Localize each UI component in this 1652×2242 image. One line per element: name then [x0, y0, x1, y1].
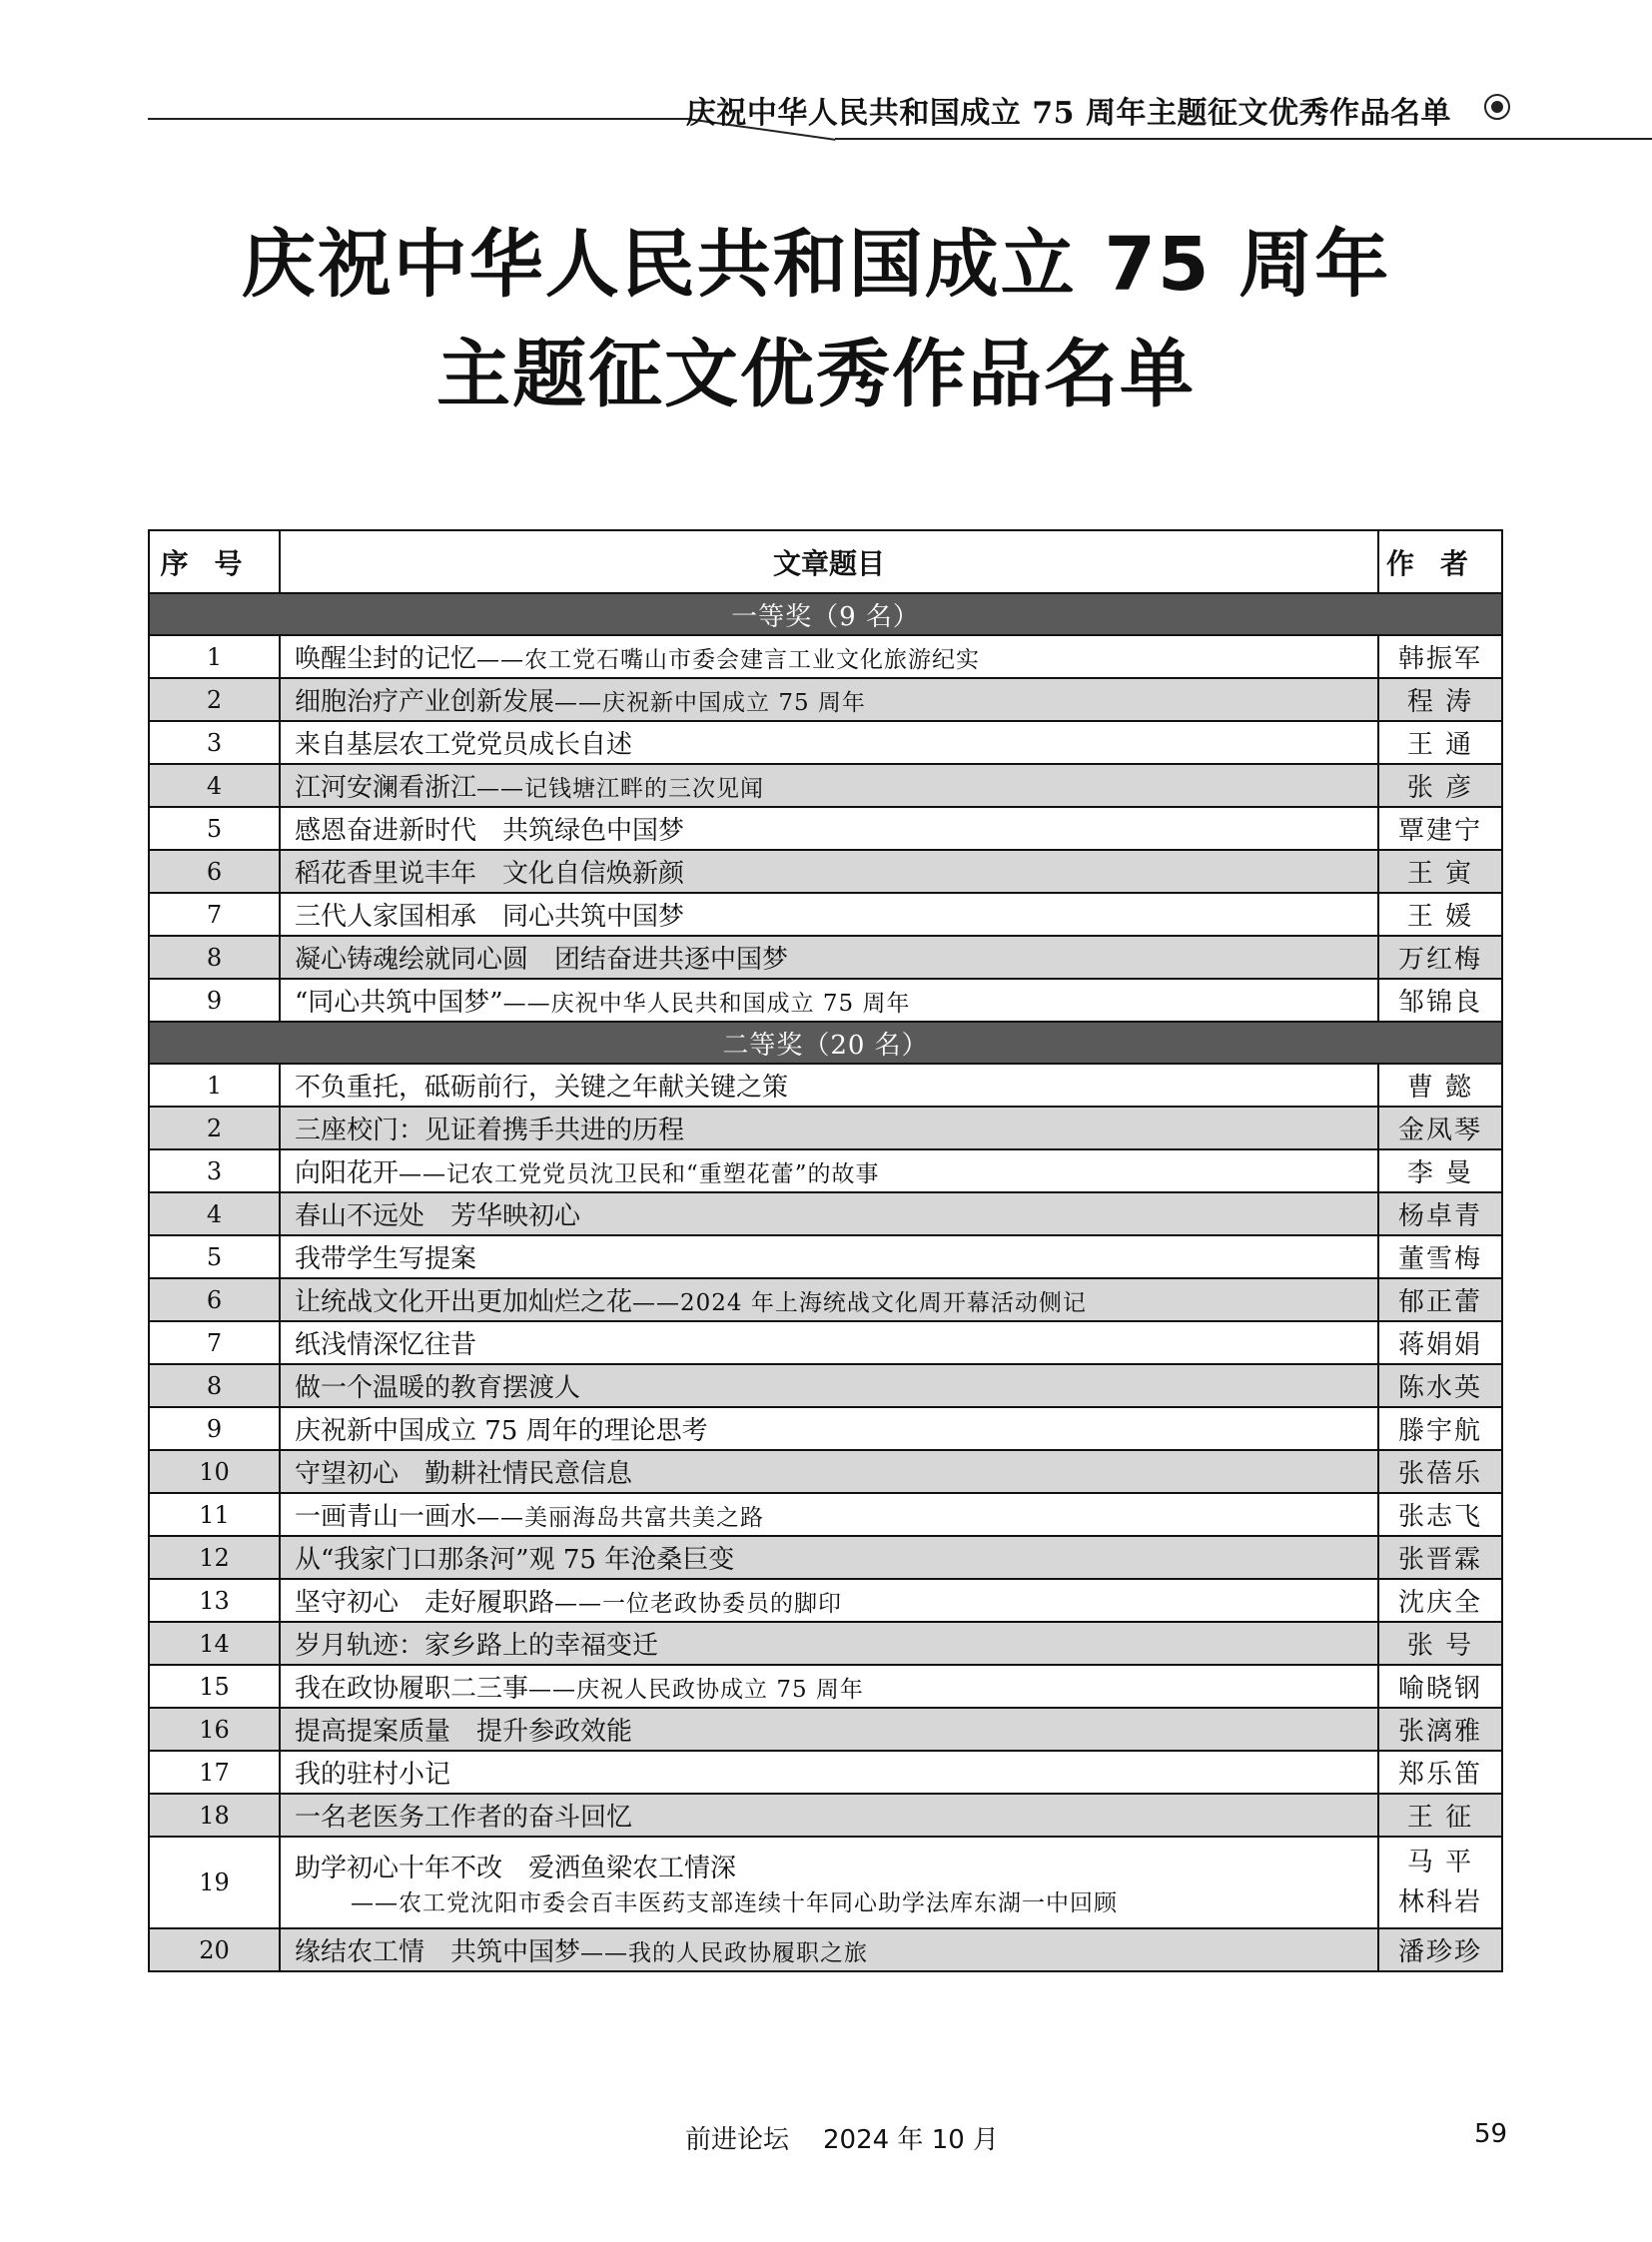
article-title — [280, 807, 1378, 850]
article-main-title: 一画青山一画水 — [295, 1502, 477, 1532]
table-row — [149, 1794, 1502, 1837]
author-cell — [1378, 1064, 1502, 1107]
article-main-title: 守望初心 勤耕社情民意信息 — [295, 1459, 633, 1489]
row-number: 8 — [149, 1364, 280, 1407]
article-main-title: 春山不远处 芳华映初心 — [295, 1201, 581, 1231]
row-number: 6 — [149, 850, 280, 893]
table-row — [149, 1536, 1502, 1579]
article-subtitle: ——一位老政协委员的脚印 — [554, 1591, 843, 1617]
article-main-title: 让统战文化开出更加灿烂之花 — [295, 1287, 633, 1317]
article-main-title: 从“我家门口那条河”观 75 年沧桑巨变 — [295, 1545, 735, 1575]
row-number: 4 — [149, 1192, 280, 1235]
author-name: 张晋霖 — [1397, 1545, 1482, 1575]
table-row — [149, 1622, 1502, 1665]
author-name: 蒋娟娟 — [1397, 1330, 1482, 1360]
article-title — [280, 635, 1378, 678]
author-cell — [1378, 1107, 1502, 1149]
author-cell — [1378, 936, 1502, 979]
row-number: 1 — [149, 1064, 280, 1107]
row-number: 1 — [149, 635, 280, 678]
table-row — [149, 936, 1502, 979]
article-title — [280, 1579, 1378, 1622]
table-row — [149, 1321, 1502, 1364]
author-cell — [1378, 1278, 1502, 1321]
author-cell — [1378, 1235, 1502, 1278]
author-name: 潘珍珍 — [1397, 1937, 1482, 1967]
row-number: 17 — [149, 1751, 280, 1794]
article-main-title: 来自基层农工党党员成长自述 — [295, 730, 633, 760]
footer-date: 2024 年 10 月 — [823, 2125, 1000, 2155]
table-row — [149, 1278, 1502, 1321]
article-main-title: 助学初心十年不改 爱洒鱼梁农工情深 — [295, 1854, 737, 1883]
header-num: 序号 — [149, 530, 280, 593]
author-cell — [1378, 1794, 1502, 1837]
table-row — [149, 807, 1502, 850]
footer-journal: 前进论坛 — [685, 2125, 790, 2155]
row-number: 6 — [149, 1278, 280, 1321]
author-cell — [1378, 1536, 1502, 1579]
article-subtitle: ——2024 年上海统战文化周开幕活动侧记 — [632, 1290, 1087, 1316]
article-main-title: 三座校门：见证着携手共进的历程 — [295, 1116, 685, 1145]
author-name: 王 媛 — [1406, 902, 1474, 932]
author-name: 王 征 — [1406, 1803, 1474, 1833]
article-title — [280, 1928, 1378, 1971]
author-cell — [1378, 893, 1502, 936]
article-title — [280, 936, 1378, 979]
article-main-title: 凝心铸魂绘就同心圆 团结奋进共逐中国梦 — [295, 945, 789, 975]
article-title — [280, 1192, 1378, 1235]
author-name: 李 曼 — [1406, 1158, 1474, 1188]
author-name: 王 通 — [1406, 730, 1474, 760]
awards-table-body — [149, 593, 1502, 1971]
row-number: 20 — [149, 1928, 280, 1971]
article-subtitle: ——农工党石嘴山市委会建言工业文化旅游纪实 — [476, 647, 981, 673]
page-number: 59 — [1474, 2119, 1508, 2149]
article-main-title: 庆祝新中国成立 75 周年的理论思考 — [295, 1416, 708, 1446]
article-subtitle: ——记农工党党员沈卫民和“重塑花蕾”的故事 — [399, 1161, 880, 1187]
author-cell — [1378, 1579, 1502, 1622]
table-row — [149, 1665, 1502, 1708]
bullet-circle-icon — [1484, 94, 1510, 120]
section-label: 二等奖（20 名） — [149, 1022, 1502, 1064]
author-name: 陈水英 — [1397, 1373, 1482, 1403]
row-number: 4 — [149, 764, 280, 807]
row-number: 7 — [149, 1321, 280, 1364]
author-cell — [1378, 1149, 1502, 1192]
article-title — [280, 1107, 1378, 1149]
row-number: 16 — [149, 1708, 280, 1751]
author-name: 张蓓乐 — [1397, 1459, 1482, 1489]
author-cell — [1378, 1837, 1502, 1928]
table-header-row — [149, 530, 1502, 593]
article-main-title: 不负重托，砥砺前行，关键之年献关键之策 — [295, 1073, 789, 1103]
article-title — [280, 1149, 1378, 1192]
article-title — [280, 1364, 1378, 1407]
table-row — [149, 1450, 1502, 1493]
article-subtitle: ——我的人民政协履职之旅 — [580, 1940, 869, 1966]
article-title — [280, 678, 1378, 721]
author-name: 董雪梅 — [1397, 1244, 1482, 1274]
article-title — [280, 764, 1378, 807]
article-title — [280, 979, 1378, 1022]
author-name: 曹 懿 — [1406, 1073, 1474, 1103]
author-cell — [1378, 721, 1502, 764]
article-title — [280, 1751, 1378, 1794]
article-title — [280, 1321, 1378, 1364]
author-cell — [1378, 1321, 1502, 1364]
table-row — [149, 1493, 1502, 1536]
author-name: 张志飞 — [1397, 1502, 1482, 1532]
header-author: 作者 — [1378, 530, 1502, 593]
article-main-title: 江河安澜看浙江 — [295, 773, 477, 803]
row-number: 9 — [149, 1407, 280, 1450]
author-cell — [1378, 979, 1502, 1022]
running-head — [148, 88, 1546, 138]
table-row — [149, 1192, 1502, 1235]
table-row — [149, 979, 1502, 1022]
row-number: 8 — [149, 936, 280, 979]
table-row — [149, 1149, 1502, 1192]
author-cell — [1378, 1622, 1502, 1665]
article-main-title: 岁月轨迹：家乡路上的幸福变迁 — [295, 1631, 659, 1661]
article-title — [280, 1837, 1378, 1928]
row-number: 10 — [149, 1450, 280, 1493]
author-name: 沈庆全 — [1397, 1588, 1482, 1618]
row-number: 5 — [149, 1235, 280, 1278]
author-cell — [1378, 850, 1502, 893]
author-name: 邹锦良 — [1397, 988, 1482, 1018]
author-name: 张 号 — [1406, 1631, 1474, 1661]
row-number: 7 — [149, 893, 280, 936]
author-cell — [1378, 1493, 1502, 1536]
table-row — [149, 893, 1502, 936]
section-row — [149, 593, 1502, 635]
article-main-title: 做一个温暖的教育摆渡人 — [295, 1373, 581, 1403]
author-cell — [1378, 764, 1502, 807]
article-main-title: 一名老医务工作者的奋斗回忆 — [295, 1803, 633, 1833]
article-title — [280, 721, 1378, 764]
author-name: 万红梅 — [1397, 945, 1482, 975]
article-main-title: 我的驻村小记 — [295, 1760, 451, 1790]
article-main-title: 纸浅情深忆往昔 — [295, 1330, 477, 1360]
row-number: 15 — [149, 1665, 280, 1708]
page-title-line-1: 庆祝中华人民共和国成立 75 周年 — [241, 222, 1391, 308]
table-row — [149, 635, 1502, 678]
article-title — [280, 1064, 1378, 1107]
author-name: 郁正蕾 — [1397, 1287, 1482, 1317]
author-name: 张漓雅 — [1397, 1717, 1482, 1747]
author-name: 程 涛 — [1406, 687, 1474, 717]
article-main-title: 我带学生写提案 — [295, 1244, 477, 1274]
author-cell — [1378, 807, 1502, 850]
author-cell — [1378, 678, 1502, 721]
article-main-title: 三代人家国相承 同心共筑中国梦 — [295, 902, 685, 932]
row-number: 3 — [149, 721, 280, 764]
header-rule-right — [835, 138, 1652, 140]
article-main-title: 坚守初心 走好履职路 — [295, 1588, 555, 1618]
table-row — [149, 1107, 1502, 1149]
table-row — [149, 1837, 1502, 1928]
article-subtitle: ——庆祝新中国成立 75 周年 — [554, 690, 866, 716]
page-title-line-2: 主题征文优秀作品名单 — [436, 332, 1196, 417]
author-name: 张 彦 — [1406, 773, 1474, 803]
running-head-text: 庆祝中华人民共和国成立 75 周年主题征文优秀作品名单 — [685, 96, 1451, 131]
article-subtitle: ——庆祝中华人民共和国成立 75 周年 — [502, 991, 911, 1017]
author-name: 王 寅 — [1406, 859, 1474, 889]
article-main-title: 我在政协履职二三事 — [295, 1674, 529, 1704]
article-subtitle: ——美丽海岛共富共美之路 — [476, 1505, 765, 1531]
article-title — [280, 1235, 1378, 1278]
awards-table — [148, 529, 1503, 1972]
author-cell — [1378, 635, 1502, 678]
article-title — [280, 1536, 1378, 1579]
article-title — [280, 893, 1378, 936]
article-main-title: “同心共筑中国梦” — [295, 988, 503, 1018]
table-row — [149, 678, 1502, 721]
article-subtitle: ——农工党沈阳市委会百丰医药支部连续十年同心助学法库东湖一中回顾 — [351, 1890, 1118, 1916]
article-main-title: 缘结农工情 共筑中国梦 — [295, 1937, 581, 1967]
article-main-title: 细胞治疗产业创新发展 — [295, 687, 555, 717]
article-main-title: 提高提案质量 提升参政效能 — [295, 1717, 633, 1747]
article-title — [280, 1407, 1378, 1450]
author-name: 覃建宁 — [1397, 816, 1482, 846]
article-title — [280, 1708, 1378, 1751]
row-number: 18 — [149, 1794, 280, 1837]
author-name: 韩振军 — [1397, 644, 1482, 674]
article-main-title: 向阳花开 — [295, 1158, 400, 1188]
article-title — [280, 1450, 1378, 1493]
article-subtitle: ——记钱塘江畔的三次见闻 — [476, 776, 765, 802]
row-number: 19 — [149, 1837, 280, 1928]
row-number: 11 — [149, 1493, 280, 1536]
table-row — [149, 1064, 1502, 1107]
author-cell — [1378, 1192, 1502, 1235]
row-number: 9 — [149, 979, 280, 1022]
row-number: 14 — [149, 1622, 280, 1665]
table-row — [149, 850, 1502, 893]
author-name: 马 平 — [1406, 1848, 1474, 1877]
article-title — [280, 1278, 1378, 1321]
author-name: 杨卓青 — [1397, 1201, 1482, 1231]
author-cell — [1378, 1407, 1502, 1450]
row-number: 2 — [149, 1107, 280, 1149]
table-row — [149, 1579, 1502, 1622]
article-title — [280, 1622, 1378, 1665]
table-row — [149, 1928, 1502, 1971]
author-name: 林科岩 — [1397, 1887, 1482, 1917]
section-row — [149, 1022, 1502, 1064]
article-main-title: 感恩奋进新时代 共筑绿色中国梦 — [295, 816, 685, 846]
author-cell — [1378, 1751, 1502, 1794]
row-number: 13 — [149, 1579, 280, 1622]
article-main-title: 稻花香里说丰年 文化自信焕新颜 — [295, 859, 685, 889]
table-row — [149, 1751, 1502, 1794]
table-row — [149, 721, 1502, 764]
author-cell — [1378, 1450, 1502, 1493]
article-title — [280, 1493, 1378, 1536]
author-cell — [1378, 1364, 1502, 1407]
row-number: 3 — [149, 1149, 280, 1192]
author-name: 滕宇航 — [1397, 1416, 1482, 1446]
row-number: 12 — [149, 1536, 280, 1579]
table-row — [149, 1235, 1502, 1278]
author-name: 金凤琴 — [1397, 1116, 1482, 1145]
article-main-title: 唤醒尘封的记忆 — [295, 644, 477, 674]
header-title: 文章题目 — [280, 530, 1378, 593]
author-cell — [1378, 1665, 1502, 1708]
table-row — [149, 1364, 1502, 1407]
header-rule-left — [148, 118, 692, 120]
row-number: 5 — [149, 807, 280, 850]
author-name: 喻晓钢 — [1397, 1674, 1482, 1704]
table-row — [149, 1708, 1502, 1751]
section-label: 一等奖（9 名） — [149, 593, 1502, 635]
article-title — [280, 850, 1378, 893]
row-number: 2 — [149, 678, 280, 721]
author-cell — [1378, 1708, 1502, 1751]
table-row — [149, 1407, 1502, 1450]
article-subtitle: ——庆祝人民政协成立 75 周年 — [528, 1677, 864, 1703]
article-title — [280, 1665, 1378, 1708]
author-cell — [1378, 1928, 1502, 1971]
table-row — [149, 764, 1502, 807]
author-name: 郑乐笛 — [1397, 1760, 1482, 1790]
article-title — [280, 1794, 1378, 1837]
